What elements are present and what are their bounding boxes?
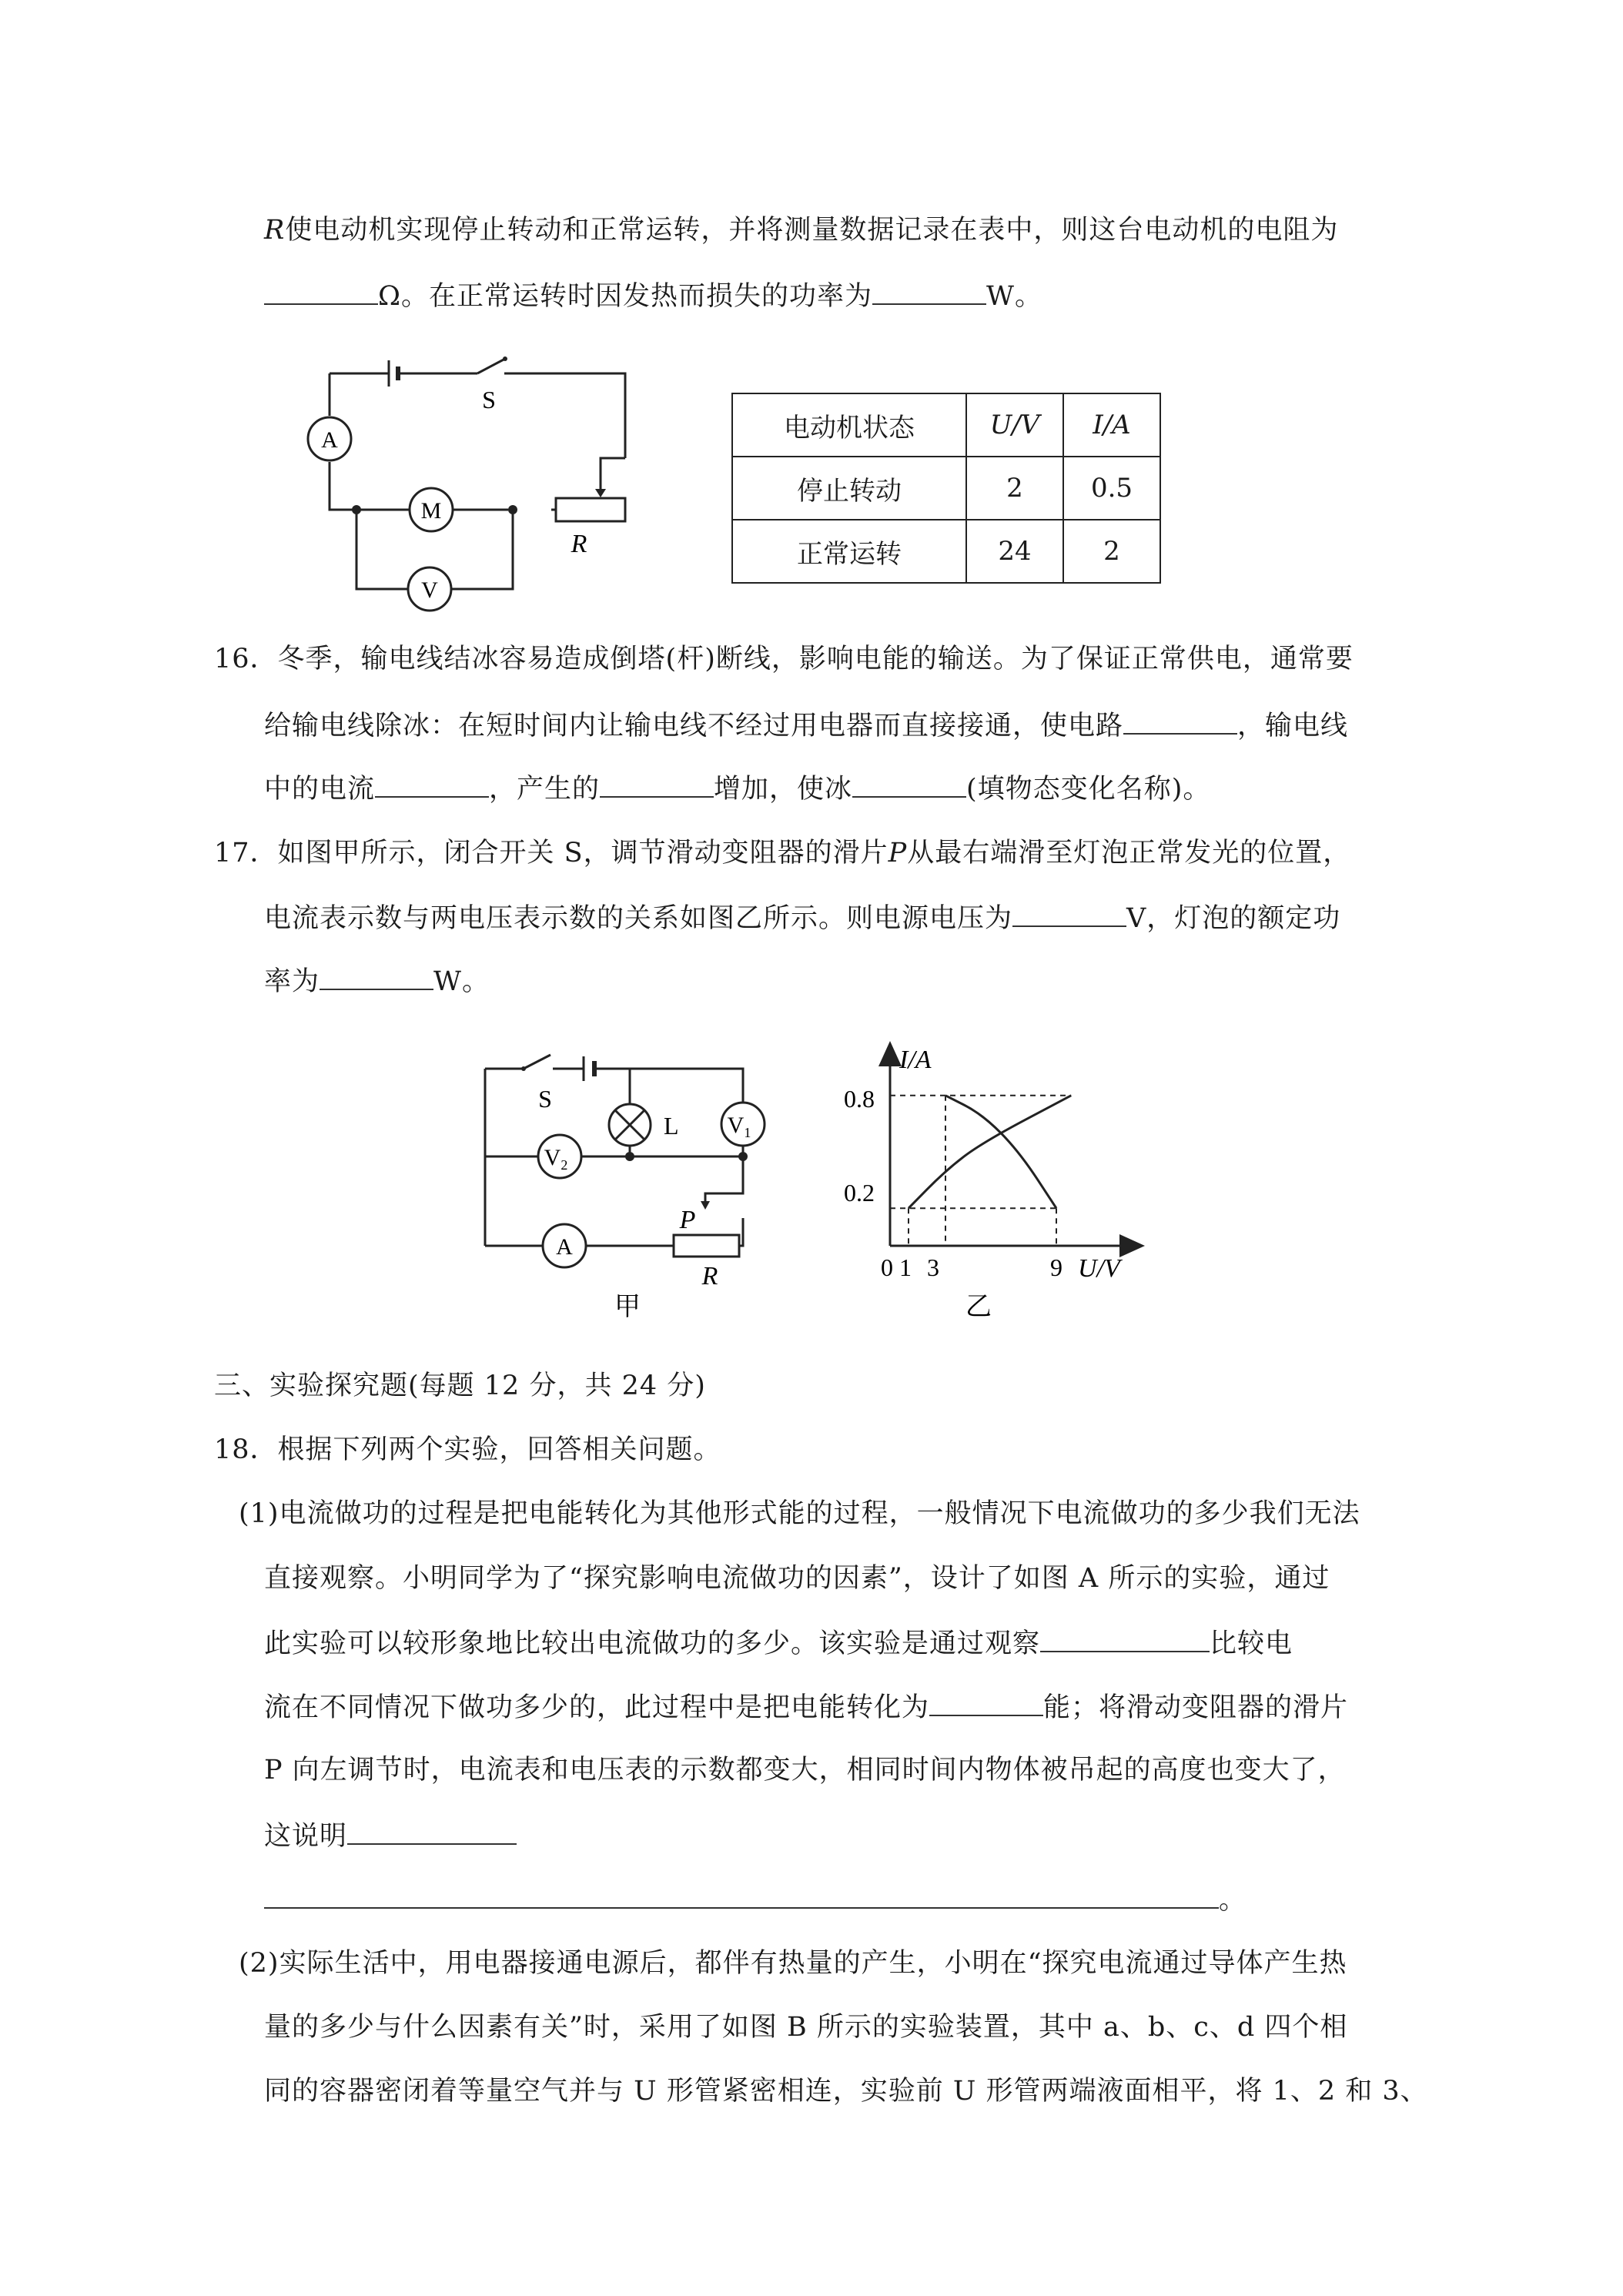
q16-text-2b: ，输电线 xyxy=(1237,711,1349,741)
switch-label: S xyxy=(482,386,496,413)
answer-blank[interactable] xyxy=(1040,1625,1210,1652)
table-cell: 正常运转 xyxy=(732,520,966,583)
q16-line-3 xyxy=(264,770,1210,807)
v2-label: $V_2$ xyxy=(544,1145,568,1173)
table-cell: 2 xyxy=(1063,520,1160,583)
y-tick-label: 0.8 xyxy=(844,1085,875,1113)
rheostat-label: R xyxy=(701,1262,718,1290)
section-3-title: 三、实验探究题(每题 12 分，共 24 分) xyxy=(214,1371,706,1401)
x-tick-label: 9 xyxy=(1050,1253,1062,1281)
lamp-label: L xyxy=(664,1112,679,1140)
q15-line-1 xyxy=(264,213,1338,248)
answer-blank[interactable] xyxy=(872,277,986,305)
q18-p1-line-4 xyxy=(264,1689,1348,1725)
motor-data-table xyxy=(731,393,1161,584)
x-tick-label: 0 xyxy=(881,1253,893,1281)
q15-line-2 xyxy=(264,277,1042,314)
answer-blank[interactable] xyxy=(320,962,433,990)
q15-circuit-diagram xyxy=(293,339,647,616)
q17-text-2a: 电流表示数与两电压表示数的关系如图乙所示。则电源电压为 xyxy=(264,903,1013,934)
answer-blank[interactable] xyxy=(347,1817,517,1845)
answer-blank[interactable] xyxy=(1012,899,1126,927)
q18-intro: 18．根据下列两个实验，回答相关问题。 xyxy=(214,1434,721,1465)
q17-circuit-diagram xyxy=(470,1039,778,1332)
table-cell: 停止转动 xyxy=(732,457,966,520)
q16-text-3b: ，产生的 xyxy=(489,774,601,805)
q17-var-p: P xyxy=(888,838,908,869)
table-header-cell: 电动机状态 xyxy=(732,393,966,457)
q18-p1-line-6 xyxy=(264,1817,517,1854)
q18-p1-line-3 xyxy=(264,1625,1293,1662)
y-tick-label: 0.2 xyxy=(844,1179,875,1207)
q18-text-3a: 此实验可以较形象地比较出电流做功的多少。该实验是通过观察 xyxy=(264,1628,1041,1659)
v1-label: $V_1$ xyxy=(727,1113,751,1140)
motor-label: M xyxy=(420,498,442,524)
answer-blank[interactable] xyxy=(929,1689,1043,1716)
table-cell: 24 xyxy=(966,520,1063,583)
q18-p2-line-2: 量的多少与什么因素有关”时，采用了如图 B 所示的实验装置，其中 a、b、c、d 四个相 xyxy=(264,2012,1348,2043)
figure-caption-jia: 甲 xyxy=(614,1293,641,1321)
series-curve-1 xyxy=(909,1096,1071,1208)
table-cell: 0.5 xyxy=(1063,457,1160,520)
ammeter-label: A xyxy=(321,427,338,453)
q16-text-3d: (填物态变化名称)。 xyxy=(966,774,1211,805)
q18-p2-line-1: (2)实际生活中，用电器接通电源后，都伴有热量的产生，小明在“探究电流通过导体产生热 xyxy=(239,1948,1347,1979)
q18-p1-line-7 xyxy=(264,1881,1247,1918)
q16-line-1: 16．冬季，输电线结冰容易造成倒塔(杆)断线，影响电能的输送。为了保证正常供电，通常要 xyxy=(214,644,1354,674)
slider-label: P xyxy=(679,1206,696,1234)
switch-label: S xyxy=(538,1085,552,1113)
q15-text-1: 使电动机实现停止转动和正常运转，并将测量数据记录在表中，则这台电动机的电阻为 xyxy=(285,215,1339,246)
table-row xyxy=(732,520,1160,583)
x-tick-label: 1 xyxy=(899,1253,912,1281)
q16-text-3c: 增加，使冰 xyxy=(714,774,853,805)
q17-text-1b: 从最右端滑至灯泡正常发光的位置， xyxy=(907,838,1351,869)
voltmeter-label: V xyxy=(421,577,438,603)
q17-iu-graph xyxy=(801,1036,1155,1332)
q18-p1-line-5: P 向左调节时，电流表和电压表的示数都变大，相同时间内物体被吊起的高度也变大了， xyxy=(264,1755,1346,1786)
table-header-cell: U/V xyxy=(966,393,1063,457)
q17-line-2 xyxy=(264,899,1340,936)
table-row xyxy=(732,457,1160,520)
q18-text-6: 这说明 xyxy=(264,1821,348,1852)
q15-var-r: R xyxy=(264,215,286,246)
ammeter-label: A xyxy=(556,1234,573,1260)
q16-line-2 xyxy=(264,707,1348,744)
q18-text-3b: 比较电 xyxy=(1210,1628,1293,1659)
table-header-row xyxy=(732,393,1160,457)
rheostat-label: R xyxy=(571,530,587,558)
q18-p1-line-1: (1)电流做功的过程是把电能转化为其他形式能的过程，一般情况下电流做功的多少我们无法 xyxy=(239,1498,1360,1529)
figure-caption-yi: 乙 xyxy=(965,1293,992,1321)
q18-text-4b: 能；将滑动变阻器的滑片 xyxy=(1043,1692,1349,1723)
q18-text-4a: 流在不同情况下做功多少的，此过程中是把电能转化为 xyxy=(264,1692,930,1723)
q17-text-3b: W。 xyxy=(433,966,490,997)
x-tick-label: 3 xyxy=(927,1253,939,1281)
q17-line-3 xyxy=(264,962,490,999)
q18-p2-line-3: 同的容器密闭着等量空气并与 U 形管紧密相连，实验前 U 形管两端液面相平，将 1、2 和 3、 xyxy=(264,2076,1428,2107)
q16-text-2a: 给输电线除冰：在短时间内让输电线不经过用电器而直接接通，使电路 xyxy=(264,711,1124,741)
q15-text-2a: Ω。在正常运转时因发热而损失的功率为 xyxy=(378,281,873,312)
answer-blank[interactable] xyxy=(600,770,714,798)
q17-text-2b: V，灯泡的额定功 xyxy=(1126,903,1341,934)
table-cell: 2 xyxy=(966,457,1063,520)
q17-text-1a: 17．如图甲所示，闭合开关 S，调节滑动变阻器的滑片 xyxy=(214,838,888,869)
q17-line-1 xyxy=(214,835,1350,871)
answer-blank[interactable] xyxy=(264,277,378,305)
y-axis-label: I/A xyxy=(899,1046,932,1074)
q18-text-7: 。 xyxy=(1219,1885,1247,1916)
x-axis-label: U/V xyxy=(1078,1254,1120,1283)
q16-text-3a: 中的电流 xyxy=(264,774,376,805)
table-header-cell: I/A xyxy=(1063,393,1160,457)
q18-p1-line-2: 直接观察。小明同学为了“探究影响电流做功的因素”，设计了如图 A 所示的实验，通过 xyxy=(264,1563,1330,1594)
q17-text-3a: 率为 xyxy=(264,966,320,997)
answer-blank[interactable] xyxy=(852,770,966,798)
q15-text-2b: W。 xyxy=(986,281,1043,312)
answer-blank[interactable] xyxy=(264,1881,1219,1909)
answer-blank[interactable] xyxy=(375,770,489,798)
answer-blank[interactable] xyxy=(1123,707,1237,735)
